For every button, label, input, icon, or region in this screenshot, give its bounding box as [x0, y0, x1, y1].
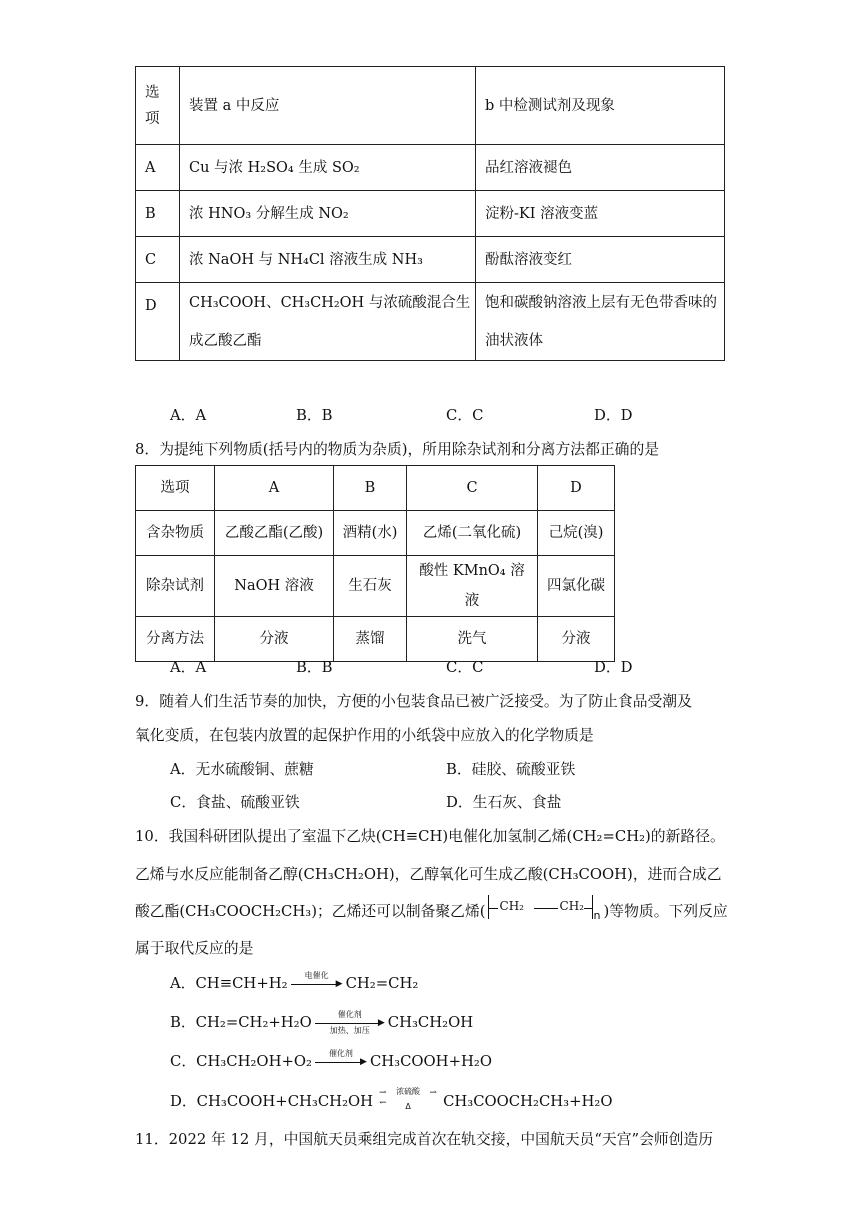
- cell: B: [334, 466, 407, 511]
- reaction-arrow: 催化剂 ▶ 加热、加压: [315, 1015, 385, 1031]
- q7-option-c[interactable]: C．C: [446, 407, 484, 424]
- q10-line3: [135, 899, 728, 921]
- row-reaction: CH₃COOH、CH₃CH₂OH 与浓硫酸混合生成乙酸乙酯: [180, 283, 476, 361]
- row-reaction: 浓 NaOH 与 NH₄Cl 溶液生成 NH₃: [180, 237, 476, 283]
- row-option: D: [136, 283, 180, 361]
- arrow-condition: 催化剂: [328, 1049, 353, 1058]
- cell: 酸性 KMnO₄ 溶液: [407, 556, 538, 617]
- cell: 己烷(溴): [538, 511, 615, 556]
- row-option: B: [136, 191, 180, 237]
- table-row: [136, 237, 725, 283]
- row-detect: 品红溶液褪色: [476, 145, 725, 191]
- row-reaction: Cu 与浓 H₂SO₄ 生成 SO₂: [180, 145, 476, 191]
- row-detect: 淀粉-KI 溶液变蓝: [476, 191, 725, 237]
- cell: 乙烯(二氧化硫): [407, 511, 538, 556]
- arrow-condition: 浓硫酸: [396, 1087, 421, 1096]
- q8-option-d[interactable]: D．D: [594, 659, 633, 676]
- cell: 蒸馏: [334, 617, 407, 662]
- equation-lhs: D．CH₃COOH+CH₃CH₂OH: [170, 1093, 374, 1110]
- row-option: A: [136, 145, 180, 191]
- arrow-condition-bottom: 加热、加压: [329, 1026, 370, 1035]
- table-row: [136, 556, 615, 617]
- q9-option-a[interactable]: A．无水硫酸铜、蔗糖: [170, 761, 314, 778]
- q7-option-a[interactable]: A．A: [170, 407, 207, 424]
- arrow-condition-bottom: Δ: [405, 1102, 411, 1111]
- cell: 含杂物质: [136, 511, 215, 556]
- reaction-arrow: 电催化 ▶: [291, 976, 343, 992]
- q10-option-b[interactable]: [170, 1010, 474, 1035]
- q11-line1: 11．2022 年 12 月，中国航天员乘组完成首次在轨交接，中国航天员“天宫”会师创造历: [135, 1131, 714, 1148]
- polyethylene-formula: [486, 899, 604, 922]
- poly-n-subscript: n: [593, 909, 601, 922]
- q8-option-c[interactable]: C．C: [446, 659, 484, 676]
- cell: A: [215, 466, 334, 511]
- header-reaction: 装置 a 中反应: [180, 67, 476, 145]
- q10-line2: 乙烯与水反应能制备乙醇(CH₃CH₂OH)，乙醇氧化可生成乙酸(CH₃COOH)，进而合成乙: [135, 866, 722, 883]
- q9-stem-line1: 9．随着人们生活节奏的加快，方便的小包装食品已被广泛接受。为了防止食品受潮及: [135, 693, 692, 710]
- equation-rhs: CH₃CH₂OH: [387, 1014, 474, 1031]
- cell: 酒精(水): [334, 511, 407, 556]
- reaction-arrow: 催化剂 ▶: [315, 1054, 367, 1070]
- row-detect: 酚酞溶液变红: [476, 237, 725, 283]
- q10-option-a[interactable]: [170, 972, 418, 993]
- table-row: [136, 511, 615, 556]
- table-row: [136, 617, 615, 662]
- q7-option-d[interactable]: D．D: [594, 407, 633, 424]
- cell: 分液: [215, 617, 334, 662]
- table-row: [136, 145, 725, 191]
- equation-rhs: CH₃COOH+H₂O: [369, 1053, 492, 1070]
- q10-line3-tail: )等物质。下列反应: [603, 903, 728, 920]
- equation-rhs: CH₂=CH₂: [345, 975, 419, 992]
- cell: 分液: [538, 617, 615, 662]
- table-row: [136, 466, 615, 511]
- equation-rhs: CH₃COOCH₂CH₃+H₂O: [443, 1093, 613, 1110]
- q8-option-b[interactable]: B．B: [296, 659, 333, 676]
- q10-line1: 10．我国科研团队提出了室温下乙炔(CH≡CH)电催化加氢制乙烯(CH₂=CH₂)的新路径。: [135, 828, 725, 845]
- row-reaction: 浓 HNO₃ 分解生成 NO₂: [180, 191, 476, 237]
- cell: 生石灰: [334, 556, 407, 617]
- row-option: C: [136, 237, 180, 283]
- table-header-row: [136, 67, 725, 145]
- cell: 除杂试剂: [136, 556, 215, 617]
- cell: C: [407, 466, 538, 511]
- table-row: [136, 191, 725, 237]
- equation-lhs: B．CH₂=CH₂+H₂O: [170, 1014, 312, 1031]
- reaction-table: [135, 66, 725, 361]
- header-option: 选 项: [136, 67, 180, 145]
- cell: D: [538, 466, 615, 511]
- q7-option-b[interactable]: B．B: [296, 407, 333, 424]
- arrow-condition: 电催化: [304, 971, 329, 980]
- cell: NaOH 溶液: [215, 556, 334, 617]
- equation-lhs: C．CH₃CH₂OH+O₂: [170, 1053, 312, 1070]
- equation-lhs: A．CH≡CH+H₂: [170, 975, 288, 992]
- purification-table: [135, 465, 615, 662]
- poly-right-group: CH₂: [559, 899, 584, 913]
- q8-option-a[interactable]: A．A: [170, 659, 207, 676]
- reversible-arrow: 浓硫酸 ⇀ ↽ ⇀ Δ: [379, 1087, 438, 1111]
- q9-option-b[interactable]: B．硅胶、硫酸亚铁: [446, 761, 576, 778]
- q8-stem: 8．为提纯下列物质(括号内的物质为杂质)，所用除杂试剂和分离方法都正确的是: [135, 441, 660, 458]
- q10-option-c[interactable]: [170, 1050, 492, 1071]
- cell: 洗气: [407, 617, 538, 662]
- q9-option-d[interactable]: D．生石灰、食盐: [446, 794, 562, 811]
- arrow-condition: 催化剂: [337, 1010, 362, 1019]
- cell: 乙酸乙酯(乙酸): [215, 511, 334, 556]
- q10-line4: 属于取代反应的是: [135, 940, 254, 957]
- q9-option-c[interactable]: C．食盐、硫酸亚铁: [170, 794, 300, 811]
- q10-option-d[interactable]: [170, 1087, 613, 1114]
- poly-left-group: CH₂: [499, 899, 524, 913]
- row-detect: 饱和碳酸钠溶液上层有无色带香味的油状液体: [476, 283, 725, 361]
- q9-stem-line2: 氧化变质，在包装内放置的起保护作用的小纸袋中应放入的化学物质是: [135, 727, 594, 744]
- cell: 分离方法: [136, 617, 215, 662]
- cell: 四氯化碳: [538, 556, 615, 617]
- cell: 选项: [136, 466, 215, 511]
- header-detect: b 中检测试剂及现象: [476, 67, 725, 145]
- table-row: [136, 283, 725, 361]
- q10-line3-text: 酸乙酯(CH₃COOCH₂CH₃)；乙烯还可以制备聚乙烯(: [135, 903, 486, 920]
